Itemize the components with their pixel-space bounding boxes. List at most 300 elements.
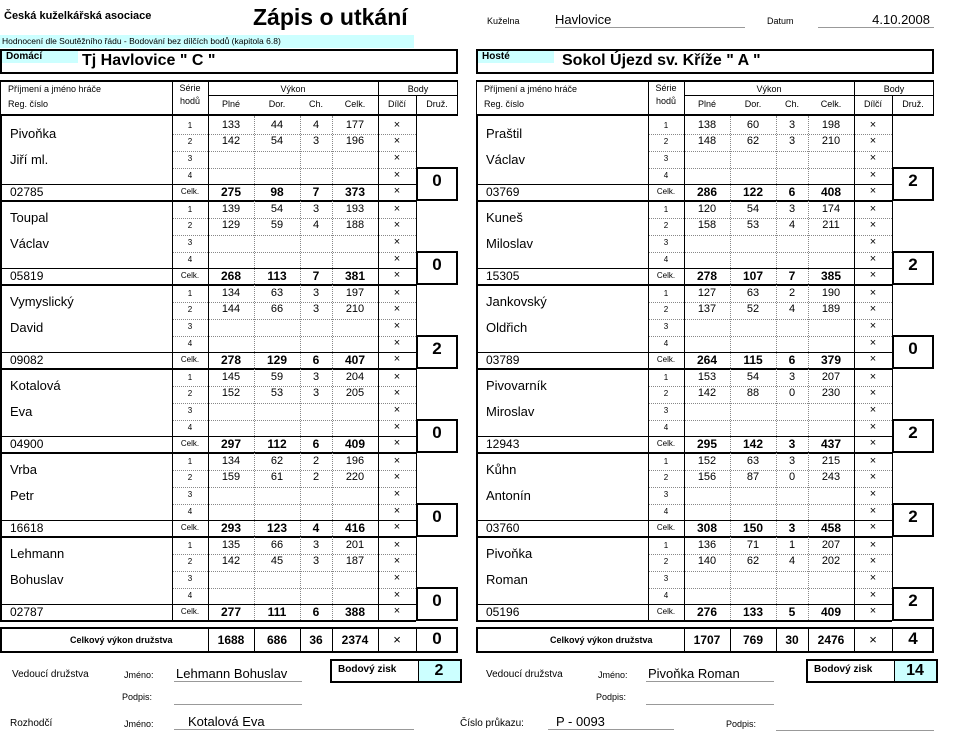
home-total-value: 416 — [344, 521, 366, 535]
guest-x-mark: × — [869, 471, 877, 483]
home-total-value: 6 — [312, 605, 320, 619]
guest-x-mark: × — [869, 135, 877, 147]
guest-x-mark: × — [869, 505, 877, 517]
home-vline-serie — [172, 116, 173, 620]
guest-throw-value: 138 — [697, 119, 717, 131]
guest-player-points: 2 — [908, 591, 918, 610]
home-throw-value: 53 — [270, 387, 284, 399]
guest-throw-value: 3 — [788, 455, 796, 467]
home-x-mark: × — [393, 371, 401, 383]
guest-player-reg: 15305 — [486, 269, 520, 283]
guest-throw-value: 0 — [788, 387, 796, 399]
guest-serie-label: 4 — [663, 255, 669, 264]
home-col-serie: Série — [179, 83, 201, 93]
guest-serie-label: 2 — [663, 305, 669, 314]
guest-player-reg: 03769 — [486, 185, 520, 199]
home-leader-name: Lehmann Bohuslav — [174, 666, 302, 682]
guest-header-vline — [933, 80, 934, 114]
guest-throw-value: 62 — [746, 555, 760, 567]
home-throw-value: 193 — [345, 203, 365, 215]
guest-total-value: 379 — [820, 353, 842, 367]
guest-block-line — [476, 620, 892, 622]
guest-team-name: Sokol Újezd sv. Kříže " A " — [562, 52, 761, 69]
home-throw-value: 135 — [221, 539, 241, 551]
guest-team-total-vline — [776, 627, 777, 653]
home-total-value: 98 — [270, 185, 284, 199]
guest-player-reg: 03760 — [486, 521, 520, 535]
guest-x-mark: × — [869, 589, 877, 601]
guest-serie-label: 1 — [663, 541, 669, 550]
guest-player-reg: 05196 — [486, 605, 520, 619]
home-serie-label: Celk. — [180, 355, 200, 364]
guest-total-value: 286 — [696, 185, 718, 199]
home-throw-value: 152 — [221, 387, 241, 399]
guest-player-firstname: Oldřich — [486, 320, 528, 335]
home-throw-value: 62 — [270, 455, 284, 467]
guest-total-value: 276 — [696, 605, 718, 619]
guest-x-mark: × — [869, 371, 877, 383]
guest-throw-value: 148 — [697, 135, 717, 147]
home-col-plne: Plné — [221, 99, 240, 109]
guest-x-mark: × — [869, 539, 877, 551]
home-throw-value: 54 — [270, 203, 284, 215]
guest-serie-label: 3 — [663, 238, 669, 247]
home-reg-line — [0, 352, 172, 353]
guest-player-points: 2 — [908, 507, 918, 526]
guest-serie-label: 2 — [663, 557, 669, 566]
guest-team-x: × — [869, 632, 877, 647]
guest-throw-value: 4 — [788, 303, 796, 315]
guest-throw-value: 189 — [821, 303, 841, 315]
guest-throw-value: 1 — [788, 539, 796, 551]
home-vline-plne — [208, 116, 209, 620]
guest-table-left-edge — [476, 116, 478, 620]
guest-total-value: 115 — [743, 353, 763, 367]
home-serie-label: 1 — [187, 541, 193, 550]
guest-side-label: Hosté — [478, 51, 554, 63]
home-throw-value: 145 — [221, 371, 241, 383]
guest-throw-value: 3 — [788, 135, 796, 147]
home-serie-label: 2 — [187, 137, 193, 146]
referee-name-label: Jméno: — [124, 719, 154, 729]
guest-total-value: 458 — [820, 521, 842, 535]
guest-serie-label: 4 — [663, 171, 669, 180]
guest-vline-dor — [730, 116, 731, 620]
home-header-vline — [208, 80, 209, 114]
guest-vline-celk — [808, 116, 809, 620]
home-throw-value: 59 — [270, 219, 284, 231]
home-throw-value: 144 — [221, 303, 241, 315]
guest-x-mark: × — [869, 455, 877, 467]
home-throw-value: 139 — [221, 203, 241, 215]
home-serie-label: 2 — [187, 221, 193, 230]
home-total-value: 6 — [312, 437, 320, 451]
home-player-surname: Vrba — [10, 462, 37, 477]
referee-signature-line — [776, 730, 934, 731]
home-player-reg: 04900 — [10, 437, 44, 451]
guest-serie-label: 2 — [663, 473, 669, 482]
home-total-value: 7 — [312, 185, 320, 199]
guest-player-surname: Jankovský — [486, 294, 547, 309]
home-throw-value: 3 — [312, 303, 320, 315]
home-total-value: 409 — [344, 437, 366, 451]
home-leader-sign-label: Podpis: — [122, 692, 153, 702]
guest-player-points: 2 — [908, 423, 918, 442]
home-team-total-value: 2374 — [341, 633, 369, 647]
home-x-mark: × — [393, 236, 401, 248]
home-table-left-edge — [0, 116, 2, 620]
guest-throw-value: 3 — [788, 119, 796, 131]
home-player-reg: 16618 — [10, 521, 44, 535]
guest-throw-value: 207 — [821, 371, 841, 383]
guest-vline-druz — [892, 116, 893, 620]
guest-vline-dilci — [854, 116, 855, 620]
home-player-surname: Kotalová — [10, 378, 61, 393]
guest-x-mark: × — [869, 555, 877, 567]
home-throw-value: 63 — [270, 287, 284, 299]
home-player-reg: 02787 — [10, 605, 44, 619]
home-serie-label: 1 — [187, 289, 193, 298]
home-total-value: 293 — [220, 521, 242, 535]
home-x-mark: × — [393, 203, 401, 215]
guest-throw-value: 210 — [821, 135, 841, 147]
home-throw-value: 3 — [312, 287, 320, 299]
home-team-total-vline — [332, 627, 333, 653]
guest-throw-value: 63 — [746, 455, 760, 467]
guest-throw-value: 211 — [822, 219, 840, 231]
guest-x-mark: × — [869, 572, 877, 584]
home-total-value: 4 — [312, 521, 320, 535]
guest-player-reg: 12943 — [486, 437, 520, 451]
home-throw-value: 66 — [270, 303, 284, 315]
home-player-firstname: Eva — [10, 404, 33, 419]
guest-serie-label: Celk. — [656, 439, 676, 448]
guest-leader-name-label: Jméno: — [598, 670, 628, 680]
guest-total-value: 7 — [788, 269, 796, 283]
home-x-mark: × — [393, 521, 401, 533]
home-serie-label: 3 — [187, 490, 193, 499]
guest-col-celk: Celk. — [820, 99, 842, 109]
home-reg-line — [0, 268, 172, 269]
license-label: Číslo průkazu: — [460, 718, 524, 729]
guest-throw-value: 52 — [746, 303, 760, 315]
guest-team-total-vline — [808, 627, 809, 653]
guest-total-value: 278 — [696, 269, 718, 283]
home-serie-label: Celk. — [180, 187, 200, 196]
home-vykon-underline — [208, 95, 378, 96]
guest-throw-value: 230 — [821, 387, 841, 399]
home-leader-label: Vedoucí družstva — [12, 669, 89, 680]
guest-player-firstname: Roman — [486, 572, 528, 587]
guest-serie-label: Celk. — [656, 355, 676, 364]
home-serie-label: 2 — [187, 305, 193, 314]
guest-player-reg: 03789 — [486, 353, 520, 367]
home-throw-value: 187 — [345, 555, 365, 567]
home-x-mark: × — [393, 337, 401, 349]
home-throw-value: 205 — [345, 387, 365, 399]
home-throw-value: 4 — [312, 119, 320, 131]
guest-col-druz: Druž. — [902, 99, 924, 109]
guest-serie-label: 3 — [663, 490, 669, 499]
guest-header-vline — [648, 80, 649, 114]
guest-x-mark: × — [869, 119, 877, 131]
guest-bodovy-divider — [894, 659, 895, 683]
guest-reg-line — [476, 604, 648, 605]
home-player-points: 0 — [432, 591, 442, 610]
guest-throw-value: 2 — [788, 287, 796, 299]
guest-serie-label: Celk. — [656, 607, 676, 616]
guest-throw-value: 0 — [788, 471, 796, 483]
home-leader-name-label: Jméno: — [124, 670, 154, 680]
home-serie-label: 1 — [187, 373, 193, 382]
home-throw-value: 134 — [221, 287, 241, 299]
guest-total-value: 437 — [820, 437, 842, 451]
home-total-value: 381 — [344, 269, 366, 283]
home-player-firstname: Jiří ml. — [10, 152, 49, 167]
home-throw-value: 197 — [345, 287, 365, 299]
guest-serie-label: 2 — [663, 221, 669, 230]
guest-x-mark: × — [869, 605, 877, 617]
guest-total-value: 409 — [820, 605, 842, 619]
home-col-dilci: Dílčí — [388, 99, 406, 109]
home-throw-value: 159 — [221, 471, 241, 483]
home-side-label: Domácí — [2, 51, 78, 63]
guest-team-total-label: Celkový výkon družstva — [550, 635, 653, 645]
guest-serie-label: 2 — [663, 389, 669, 398]
home-leader-signature-line — [174, 704, 302, 705]
home-col-celk: Celk. — [344, 99, 366, 109]
guest-throw-value: 174 — [821, 203, 841, 215]
guest-throw-value: 87 — [746, 471, 760, 483]
home-throw-value: 45 — [270, 555, 284, 567]
home-player-points: 0 — [432, 171, 442, 190]
home-throw-value: 59 — [270, 371, 284, 383]
guest-x-mark: × — [869, 219, 877, 231]
home-team-total-value: 686 — [266, 633, 288, 647]
guest-team-total-value: 769 — [742, 633, 764, 647]
home-x-mark: × — [393, 455, 401, 467]
guest-x-mark: × — [869, 488, 877, 500]
venue-label: Kuželna — [487, 16, 520, 26]
association-name: Česká kuželkářská asociace — [4, 10, 152, 22]
home-vline-dilci — [378, 116, 379, 620]
home-header-vline — [378, 80, 379, 114]
home-x-mark: × — [393, 169, 401, 181]
license-number: P - 0093 — [548, 714, 674, 730]
home-serie-label: Celk. — [180, 523, 200, 532]
guest-throw-value: 63 — [746, 287, 760, 299]
home-x-mark: × — [393, 539, 401, 551]
home-header-top-line — [0, 80, 458, 82]
guest-total-value: 3 — [788, 437, 796, 451]
home-x-mark: × — [393, 152, 401, 164]
home-throw-value: 196 — [345, 135, 365, 147]
home-x-mark: × — [393, 572, 401, 584]
home-serie-label: 2 — [187, 389, 193, 398]
home-player-points: 0 — [432, 255, 442, 274]
guest-total-value: 308 — [696, 521, 718, 535]
guest-team-total-value: 2476 — [817, 633, 845, 647]
guest-leader-name: Pivoňka Roman — [646, 666, 774, 682]
guest-serie-label: Celk. — [656, 523, 676, 532]
home-player-surname: Pivoňka — [10, 126, 57, 141]
guest-reg-line — [476, 436, 648, 437]
guest-total-value: 6 — [788, 185, 796, 199]
home-col-ch: Ch. — [308, 99, 323, 109]
home-throw-value: 66 — [270, 539, 284, 551]
guest-serie-label: Celk. — [656, 271, 676, 280]
home-throw-value: 196 — [345, 455, 365, 467]
home-header-vline — [0, 80, 1, 114]
guest-x-mark: × — [869, 320, 877, 332]
home-total-value: 7 — [312, 269, 320, 283]
home-throw-value: 3 — [312, 135, 320, 147]
guest-throw-value: 88 — [746, 387, 760, 399]
home-header-bottom-line — [0, 114, 458, 116]
home-body-underline — [378, 95, 458, 96]
home-serie-label: 4 — [187, 423, 193, 432]
home-col-druz: Druž. — [426, 99, 448, 109]
home-x-mark: × — [393, 387, 401, 399]
guest-serie-label: 4 — [663, 423, 669, 432]
home-vline-celk — [332, 116, 333, 620]
referee-sign-label: Podpis: — [726, 719, 757, 729]
home-col-body: Body — [407, 84, 429, 94]
home-header-vline — [416, 95, 417, 114]
guest-player-points: 0 — [908, 339, 918, 358]
home-reg-line — [0, 184, 172, 185]
home-total-value: 373 — [344, 185, 366, 199]
guest-player-surname: Pivoňka — [486, 546, 533, 561]
home-serie-label: 4 — [187, 339, 193, 348]
guest-serie-label: 3 — [663, 322, 669, 331]
guest-throw-value: 137 — [697, 303, 717, 315]
guest-x-mark: × — [869, 236, 877, 248]
home-throw-value: 220 — [345, 471, 365, 483]
guest-x-mark: × — [869, 387, 877, 399]
guest-vline-ch — [776, 116, 777, 620]
referee-name: Kotalová Eva — [174, 714, 414, 730]
guest-leader-signature-line — [646, 704, 774, 705]
home-throw-value: 44 — [270, 119, 284, 131]
home-serie-label: 3 — [187, 238, 193, 247]
guest-x-mark: × — [869, 152, 877, 164]
guest-x-mark: × — [869, 185, 877, 197]
home-throw-value: 3 — [312, 203, 320, 215]
home-reg-line — [0, 604, 172, 605]
home-team-name: Tj Havlovice " C " — [82, 52, 216, 69]
guest-serie-label: 4 — [663, 507, 669, 516]
venue-value: Havlovice — [555, 12, 745, 28]
guest-throw-value: 60 — [746, 119, 760, 131]
guest-throw-value: 153 — [697, 371, 717, 383]
guest-col-vykon: Výkon — [756, 84, 782, 94]
home-serie-label: 3 — [187, 406, 193, 415]
guest-x-mark: × — [869, 253, 877, 265]
guest-bodovy-label: Bodový zisk — [814, 664, 873, 675]
home-serie-label: 1 — [187, 205, 193, 214]
home-x-mark: × — [393, 421, 401, 433]
home-serie-label: Celk. — [180, 271, 200, 280]
guest-header-vline — [476, 80, 477, 114]
home-total-value: 277 — [220, 605, 242, 619]
guest-x-mark: × — [869, 437, 877, 449]
guest-col-plne: Plné — [697, 99, 716, 109]
home-serie-label: Celk. — [180, 607, 200, 616]
home-player-surname: Toupal — [10, 210, 49, 225]
guest-player-points: 2 — [908, 255, 918, 274]
guest-throw-value: 53 — [746, 219, 760, 231]
guest-throw-value: 140 — [697, 555, 717, 567]
guest-serie-label: 3 — [663, 574, 669, 583]
home-throw-value: 3 — [312, 371, 320, 383]
guest-throw-value: 62 — [746, 135, 760, 147]
home-serie-label: 1 — [187, 457, 193, 466]
guest-col-reg: Reg. číslo — [484, 99, 525, 109]
guest-col-body: Body — [883, 84, 905, 94]
home-serie-label: 3 — [187, 574, 193, 583]
home-x-mark: × — [393, 287, 401, 299]
home-total-value: 113 — [267, 269, 287, 283]
guest-reg-line — [476, 268, 648, 269]
guest-total-value: 3 — [788, 521, 796, 535]
home-player-firstname: Václav — [10, 236, 50, 251]
guest-vline-plne — [684, 116, 685, 620]
guest-throw-value: 4 — [788, 555, 796, 567]
home-throw-value: 3 — [312, 555, 320, 567]
home-team-total-vline — [254, 627, 255, 653]
guest-bodovy-value: 14 — [894, 661, 936, 681]
home-x-mark: × — [393, 437, 401, 449]
home-throw-value: 61 — [270, 471, 284, 483]
home-total-value: 6 — [312, 353, 320, 367]
guest-x-mark: × — [869, 521, 877, 533]
home-vline-dor — [254, 116, 255, 620]
guest-team-total-value: 1707 — [693, 633, 721, 647]
home-player-firstname: Bohuslav — [10, 572, 64, 587]
home-total-value: 129 — [266, 353, 288, 367]
home-x-mark: × — [393, 119, 401, 131]
guest-throw-value: 3 — [788, 203, 796, 215]
home-throw-value: 54 — [270, 135, 284, 147]
home-col-reg: Reg. číslo — [8, 99, 49, 109]
guest-throw-value: 215 — [821, 455, 841, 467]
home-serie-label: 4 — [187, 591, 193, 600]
guest-x-mark: × — [869, 169, 877, 181]
guest-throw-value: 198 — [821, 119, 841, 131]
guest-team-total-vline — [684, 627, 685, 653]
home-x-mark: × — [393, 320, 401, 332]
home-serie-label: 4 — [187, 507, 193, 516]
home-col-vykon: Výkon — [280, 84, 306, 94]
guest-team-points: 4 — [908, 629, 918, 648]
guest-leader-sign-label: Podpis: — [596, 692, 627, 702]
home-player-points: 2 — [432, 339, 442, 358]
home-x-mark: × — [393, 253, 401, 265]
home-total-value: 297 — [220, 437, 242, 451]
home-serie-label: 2 — [187, 473, 193, 482]
home-throw-value: 201 — [345, 539, 365, 551]
guest-serie-label: 2 — [663, 137, 669, 146]
home-serie-label: 3 — [187, 154, 193, 163]
home-reg-line — [0, 520, 172, 521]
home-throw-value: 188 — [345, 219, 365, 231]
home-x-mark: × — [393, 471, 401, 483]
home-throw-value: 133 — [221, 119, 241, 131]
home-serie-label: 1 — [187, 121, 193, 130]
guest-header-top-line — [476, 80, 934, 82]
home-player-surname: Lehmann — [10, 546, 65, 561]
